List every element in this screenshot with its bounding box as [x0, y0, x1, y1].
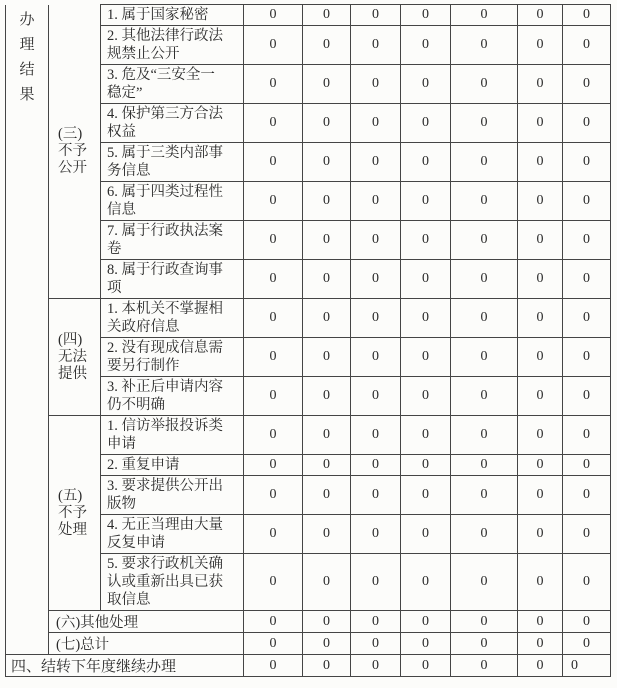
value-cell: 0 [244, 611, 303, 633]
value-cell: 0 [563, 338, 611, 377]
value-cell: 0 [451, 377, 518, 416]
value-cell: 0 [351, 633, 401, 655]
value-cell: 0 [451, 65, 518, 104]
value-cell: 0 [351, 554, 401, 611]
value-cell: 0 [401, 104, 451, 143]
value-cell: 0 [303, 554, 351, 611]
row-label: 5. 属于三类内部事务信息 [101, 143, 244, 182]
row-label: 2. 没有现成信息需要另行制作 [101, 338, 244, 377]
value-cell: 0 [451, 299, 518, 338]
value-cell: 0 [351, 260, 401, 299]
value-cell: 0 [303, 455, 351, 476]
value-cell: 0 [563, 182, 611, 221]
value-cell: 0 [401, 338, 451, 377]
value-cell: 0 [303, 655, 351, 677]
value-cell: 0 [563, 515, 611, 554]
value-cell: 0 [451, 476, 518, 515]
value-cell: 0 [401, 633, 451, 655]
value-cell: 0 [451, 416, 518, 455]
value-cell: 0 [244, 377, 303, 416]
value-cell: 0 [518, 633, 563, 655]
value-cell: 0 [563, 65, 611, 104]
value-cell: 0 [518, 515, 563, 554]
value-cell: 0 [518, 299, 563, 338]
table-row [6, 655, 611, 677]
category-label-5: (五)不予处理 [49, 416, 101, 611]
value-cell: 0 [451, 515, 518, 554]
row-label: 4. 无正当理由大量反复申请 [101, 515, 244, 554]
category-label-4: (四)无法提供 [49, 299, 101, 416]
value-cell: 0 [303, 377, 351, 416]
value-cell: 0 [244, 182, 303, 221]
value-cell: 0 [451, 182, 518, 221]
value-cell: 0 [451, 611, 518, 633]
value-cell: 0 [244, 65, 303, 104]
row-label: 1. 信访举报投诉类申请 [101, 416, 244, 455]
value-cell: 0 [244, 338, 303, 377]
value-cell: 0 [244, 455, 303, 476]
value-cell: 0 [244, 26, 303, 65]
value-cell: 0 [518, 611, 563, 633]
value-cell: 0 [563, 455, 611, 476]
row-label: 2. 其他法律行政法规禁止公开 [101, 26, 244, 65]
value-cell: 0 [451, 633, 518, 655]
value-cell: 0 [244, 476, 303, 515]
value-cell: 0 [303, 221, 351, 260]
value-cell: 0 [303, 611, 351, 633]
table-row [6, 633, 611, 655]
value-cell: 0 [303, 104, 351, 143]
value-cell: 0 [303, 515, 351, 554]
value-cell: 0 [351, 104, 401, 143]
value-cell: 0 [451, 104, 518, 143]
value-cell: 0 [401, 611, 451, 633]
row-label: 1. 属于国家秘密 [101, 5, 244, 26]
value-cell: 0 [401, 515, 451, 554]
value-cell: 0 [303, 633, 351, 655]
row-label: 8. 属于行政查询事项 [101, 260, 244, 299]
value-cell: 0 [351, 5, 401, 26]
value-cell: 0 [351, 655, 401, 677]
value-cell: 0 [401, 455, 451, 476]
value-cell: 0 [563, 104, 611, 143]
value-cell: 0 [518, 655, 563, 677]
value-cell: 0 [303, 338, 351, 377]
value-cell: 0 [518, 65, 563, 104]
value-cell: 0 [518, 5, 563, 26]
value-cell: 0 [563, 377, 611, 416]
value-cell: 0 [401, 299, 451, 338]
value-cell: 0 [563, 26, 611, 65]
value-cell: 0 [303, 476, 351, 515]
table-row [6, 416, 611, 455]
value-cell: 0 [351, 143, 401, 182]
value-cell: 0 [303, 143, 351, 182]
value-cell: 0 [351, 182, 401, 221]
value-cell: 0 [401, 65, 451, 104]
value-cell: 0 [401, 26, 451, 65]
value-cell: 0 [244, 221, 303, 260]
value-cell: 0 [303, 26, 351, 65]
table-row [6, 611, 611, 633]
row-label: 7. 属于行政执法案卷 [101, 221, 244, 260]
value-cell: 0 [244, 5, 303, 26]
table-row [6, 5, 611, 26]
value-cell: 0 [303, 182, 351, 221]
value-cell: 0 [451, 260, 518, 299]
value-cell: 0 [401, 416, 451, 455]
value-cell: 0 [451, 655, 518, 677]
result-group-label-text: 办理结果 [19, 11, 35, 103]
value-cell: 0 [518, 143, 563, 182]
value-cell: 0 [451, 554, 518, 611]
row-label: 3. 补正后申请内容仍不明确 [101, 377, 244, 416]
value-cell: 0 [401, 143, 451, 182]
value-cell: 0 [244, 143, 303, 182]
value-cell: 0 [518, 338, 563, 377]
value-cell: 0 [303, 299, 351, 338]
value-cell: 0 [563, 143, 611, 182]
value-cell: 0 [451, 338, 518, 377]
value-cell: 0 [401, 655, 451, 677]
value-cell: 0 [351, 299, 401, 338]
value-cell: 0 [563, 299, 611, 338]
value-cell: 0 [518, 182, 563, 221]
value-cell: 0 [244, 655, 303, 677]
value-cell: 0 [401, 554, 451, 611]
value-cell: 0 [401, 221, 451, 260]
value-cell: 0 [451, 143, 518, 182]
category-label-3: (三)不予公开 [49, 5, 101, 299]
value-cell: 0 [351, 65, 401, 104]
value-cell: 0 [518, 554, 563, 611]
value-cell: 0 [303, 260, 351, 299]
value-cell: 0 [518, 377, 563, 416]
result-group-label [6, 5, 49, 655]
row-label: 6. 属于四类过程性信息 [101, 182, 244, 221]
value-cell: 0 [518, 221, 563, 260]
value-cell: 0 [518, 26, 563, 65]
value-cell: 0 [563, 655, 611, 677]
value-cell: 0 [563, 611, 611, 633]
disposal-results-table [5, 4, 611, 677]
value-cell: 0 [401, 5, 451, 26]
value-cell: 0 [563, 416, 611, 455]
value-cell: 0 [451, 26, 518, 65]
value-cell: 0 [563, 260, 611, 299]
row-label: 3. 危及“三安全一稳定” [101, 65, 244, 104]
value-cell: 0 [401, 182, 451, 221]
value-cell: 0 [244, 633, 303, 655]
value-cell: 0 [351, 338, 401, 377]
value-cell: 0 [518, 260, 563, 299]
value-cell: 0 [244, 299, 303, 338]
value-cell: 0 [518, 416, 563, 455]
value-cell: 0 [451, 455, 518, 476]
value-cell: 0 [401, 377, 451, 416]
row-label: 1. 本机关不掌握相关政府信息 [101, 299, 244, 338]
value-cell: 0 [351, 221, 401, 260]
summary-row-label: (六)其他处理 [49, 611, 244, 633]
value-cell: 0 [351, 26, 401, 65]
value-cell: 0 [244, 260, 303, 299]
value-cell: 0 [401, 476, 451, 515]
table-row [6, 299, 611, 338]
value-cell: 0 [303, 5, 351, 26]
value-cell: 0 [244, 554, 303, 611]
value-cell: 0 [563, 633, 611, 655]
value-cell: 0 [303, 65, 351, 104]
value-cell: 0 [351, 515, 401, 554]
value-cell: 0 [351, 416, 401, 455]
value-cell: 0 [518, 104, 563, 143]
value-cell: 0 [451, 5, 518, 26]
value-cell: 0 [351, 377, 401, 416]
total-row-label: (七)总计 [49, 633, 244, 655]
value-cell: 0 [244, 515, 303, 554]
value-cell: 0 [563, 476, 611, 515]
carryover-row-label: 四、结转下年度继续办理 [6, 655, 244, 677]
value-cell: 0 [401, 260, 451, 299]
row-label: 3. 要求提供公开出版物 [101, 476, 244, 515]
value-cell: 0 [244, 416, 303, 455]
value-cell: 0 [518, 476, 563, 515]
value-cell: 0 [351, 455, 401, 476]
row-label: 4. 保护第三方合法权益 [101, 104, 244, 143]
value-cell: 0 [451, 221, 518, 260]
value-cell: 0 [303, 416, 351, 455]
value-cell: 0 [351, 476, 401, 515]
row-label: 5. 要求行政机关确认或重新出具已获取信息 [101, 554, 244, 611]
value-cell: 0 [563, 554, 611, 611]
value-cell: 0 [518, 455, 563, 476]
value-cell: 0 [563, 221, 611, 260]
row-label: 2. 重复申请 [101, 455, 244, 476]
value-cell: 0 [244, 104, 303, 143]
value-cell: 0 [351, 611, 401, 633]
value-cell: 0 [563, 5, 611, 26]
